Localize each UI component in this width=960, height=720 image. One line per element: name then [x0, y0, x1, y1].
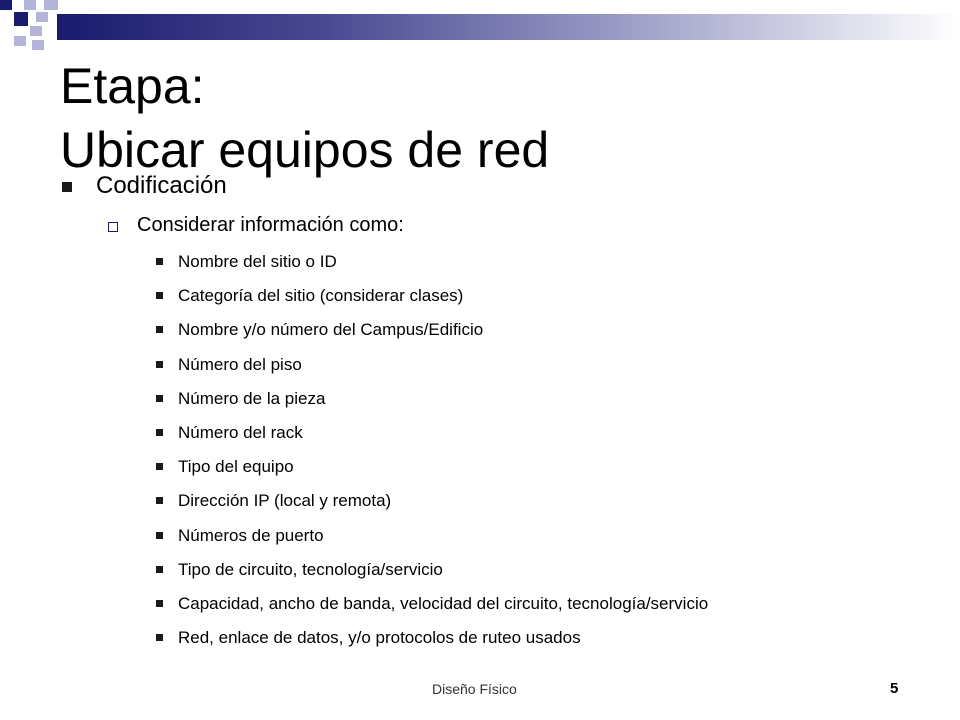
- list-item-text: Número del piso: [178, 354, 302, 374]
- list-item-text: Número del rack: [178, 422, 303, 442]
- square-bullet-icon: [156, 429, 163, 436]
- list-item-text: Número de la pieza: [178, 388, 326, 408]
- square-bullet-icon: [156, 292, 163, 299]
- decor-square-light-6: [32, 40, 44, 50]
- footer-title: Diseño Físico: [432, 681, 517, 697]
- decor-square-light-3: [36, 12, 48, 22]
- list-item-text: Nombre y/o número del Campus/Edificio: [178, 320, 484, 340]
- title-line-2: Ubicar equipos de red: [60, 122, 550, 178]
- square-bullet-icon: [156, 634, 163, 641]
- square-bullet-icon: [156, 532, 163, 539]
- square-bullet-icon: [62, 182, 72, 192]
- square-bullet-icon: [156, 600, 163, 607]
- square-bullet-icon: [156, 326, 163, 333]
- square-bullet-icon: [156, 463, 163, 470]
- list-item-text: Números de puerto: [178, 525, 324, 545]
- decor-square-light-1: [24, 0, 36, 10]
- decor-square-navy-2: [14, 12, 28, 26]
- bullet-level-2-text: Considerar información como:: [137, 214, 404, 236]
- list-item-text: Tipo de circuito, tecnología/servicio: [178, 559, 443, 579]
- decor-square-light-4: [30, 26, 42, 36]
- list-item-text: Categoría del sitio (considerar clases): [178, 286, 464, 306]
- square-bullet-icon: [156, 497, 163, 504]
- list-item-text: Tipo del equipo: [178, 457, 294, 477]
- list-item-text: Dirección IP (local y remota): [178, 491, 392, 511]
- slide-title: [60, 54, 549, 182]
- page-number: 5: [890, 680, 899, 697]
- list-item-text: Capacidad, ancho de banda, velocidad del circuito, tecnología/servicio: [178, 593, 709, 613]
- decor-square-light-2: [44, 0, 58, 10]
- title-line-1: Etapa:: [60, 58, 205, 114]
- list-item-text: Red, enlace de datos, y/o protocolos de ruteo usados: [178, 628, 581, 648]
- decor-square-navy-1: [0, 0, 12, 10]
- header-gradient-bar: [57, 14, 960, 40]
- bullet-level-1-text: Codificación: [96, 172, 227, 199]
- hollow-square-bullet-icon: [108, 222, 118, 232]
- list-item-text: Nombre del sitio o ID: [178, 252, 337, 271]
- square-bullet-icon: [156, 258, 163, 265]
- square-bullet-icon: [156, 566, 163, 573]
- decor-square-light-5: [14, 36, 26, 46]
- square-bullet-icon: [156, 361, 163, 368]
- square-bullet-icon: [156, 395, 163, 402]
